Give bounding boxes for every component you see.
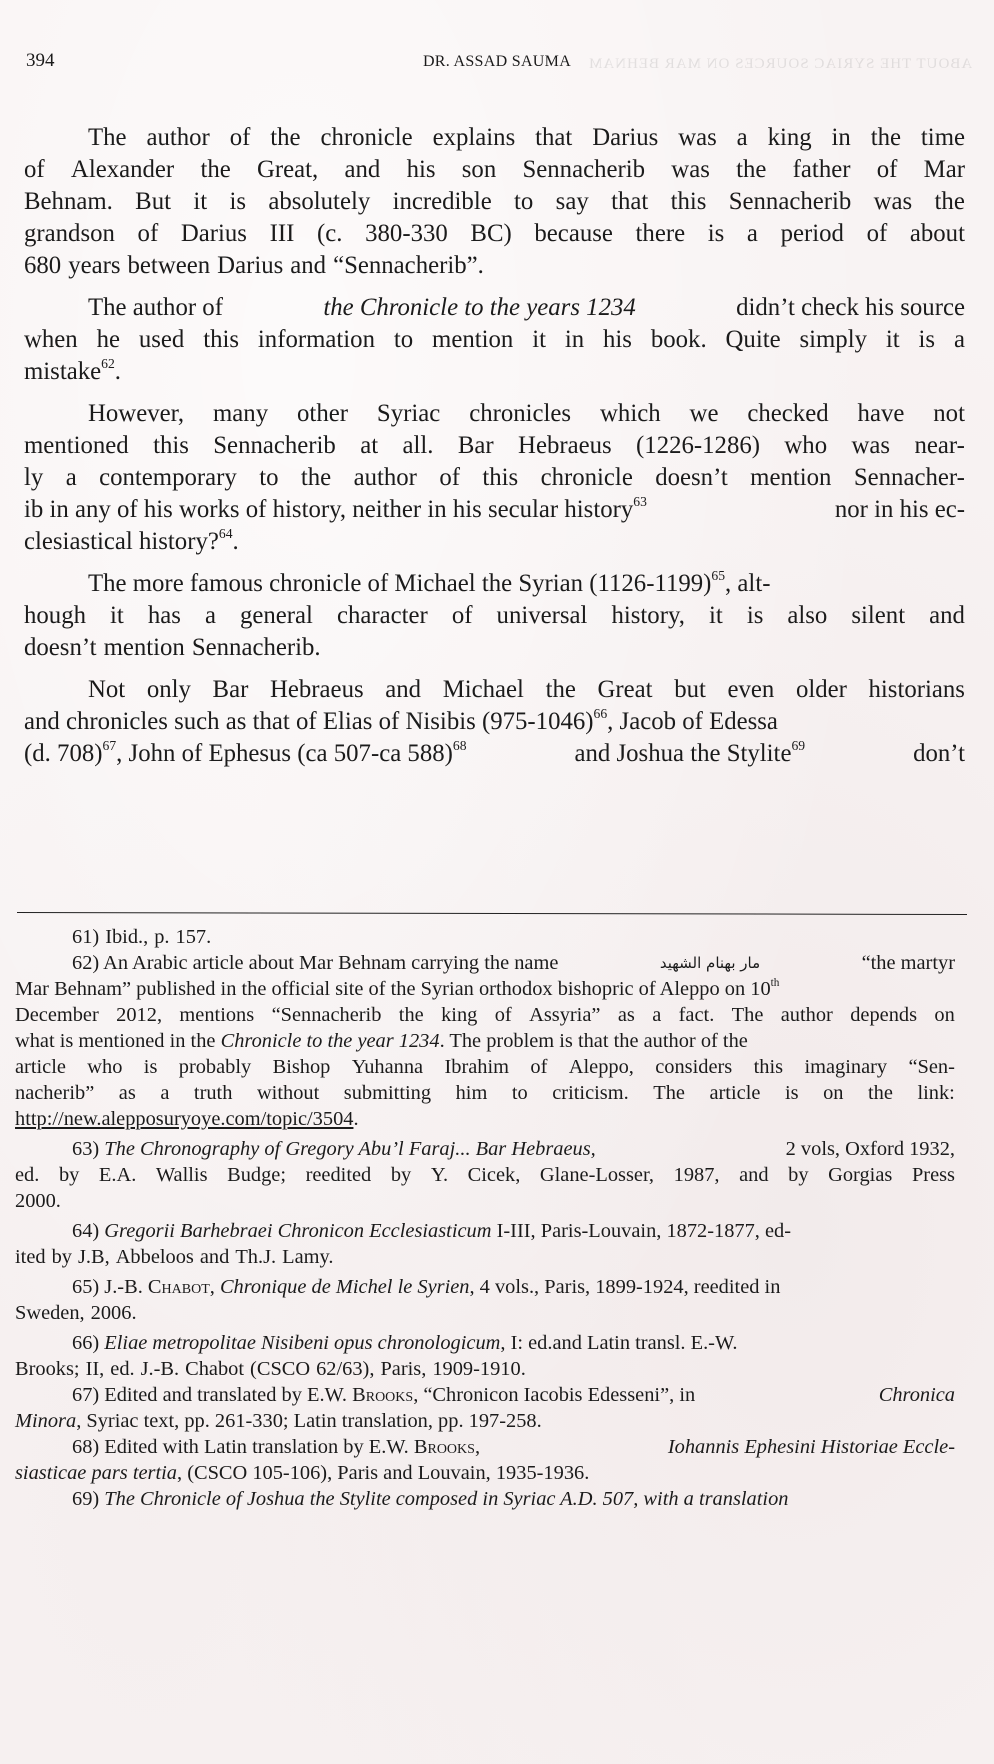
text-line: Not only Bar Hebraeus and Michael the Great but even older historians [88, 676, 965, 703]
footnote-65 [15, 1274, 955, 1326]
text-run: http://new.alepposuryoye.com/topic/3504. [15, 1108, 359, 1130]
text-run: didn’t check his source [736, 294, 965, 321]
text-run: 68) Edited with Latin translation by E.W. Brooks, [72, 1436, 481, 1458]
text-run: Iohannis Ephesini Historiae Eccle- [667, 1436, 955, 1458]
text-run: and Joshua the Stylite$^{69}$ [574, 737, 806, 767]
footnote-ref-69[interactable]: 69 [791, 737, 806, 753]
footnote-line [15, 1460, 955, 1486]
footnote-line [15, 1106, 955, 1132]
text-run: 64) Gregorii Barhebraei Chronicon Ecclesiasticum I-III, Paris-Louvain, 1872-1877, ed- [72, 1220, 792, 1242]
text-run: clesiastical history?$^{64}$. [24, 525, 239, 555]
article-link[interactable]: http://new.alepposuryoye.com/topic/3504 [15, 1108, 354, 1130]
text-run: 67) Edited and translated by E.W. Brooks, “Chronicon Iacobis Edesseni”, in [72, 1384, 696, 1406]
footnote-61 [15, 924, 955, 950]
text-run: The author of [88, 294, 223, 321]
text-line: 680 years between Darius and “Sennacherib”. [24, 252, 484, 279]
footnote-67 [15, 1382, 955, 1434]
footnote-line: December 2012, mentions “Sennacherib the king of Assyria” as a fact. The author depends on [15, 1004, 955, 1026]
text-run: and chronicles such as that of Elias of Nisibis $(975-1046)^{66}$, Jacob of Edessa [24, 705, 778, 735]
text-line: ly a contemporary to the author of this chronicle doesn’t mention Sennacher- [24, 464, 965, 491]
text-line [24, 568, 965, 600]
footnotes [15, 924, 955, 1512]
footnote-line: ited by J.B, Abbeloos and Th.J. Lamy. [15, 1246, 334, 1268]
footnote-line [15, 1408, 955, 1434]
text-run: 62) An Arabic article about Mar Behnam carrying the name [72, 952, 559, 974]
footnote-separator [17, 912, 967, 915]
page-number: 394 [26, 50, 55, 71]
footnote-line [15, 1028, 955, 1054]
text-line [24, 738, 965, 770]
text-line: The author of the chronicle explains that Darius was a king in the time [88, 124, 965, 151]
footnote-line [15, 1136, 955, 1162]
footnote-line [15, 1218, 955, 1244]
text-run: (d. 708)$^{67}$, John of Ephesus (ca 507-ca 588)$^{68}$ [24, 737, 467, 767]
footnote-ref-64[interactable]: 64 [218, 525, 233, 541]
text-line: hough it has a general character of universal history, it is also silent and [24, 602, 965, 629]
arabic-name: مار بهنام الشهيد [659, 954, 761, 972]
text-run: Mar Behnam” published in the official site of the Syrian orthodox bishopric of Aleppo on 10th [15, 976, 780, 1000]
text-run: 65) J.-B. Chabot, Chronique de Michel le Syrien, 4 vols., Paris, 1899-1924, reedited in [72, 1276, 781, 1298]
footnote-line [15, 1330, 955, 1356]
footnote-line [15, 1274, 955, 1300]
text-line: doesn’t mention Sennacherib. [24, 634, 321, 661]
text-run: what is mentioned in the Chronicle to the year 1234. The problem is that the author of the [15, 1030, 748, 1052]
footnote-line [15, 1486, 955, 1512]
footnote-ref-62[interactable]: 62 [101, 355, 115, 371]
footnote-66 [15, 1330, 955, 1382]
footnote-ref-63[interactable]: 63 [633, 493, 647, 509]
footnote-line [15, 1434, 955, 1460]
text-run: “the martyr [861, 952, 955, 974]
paragraph-4 [24, 568, 965, 664]
text-line [24, 356, 965, 388]
footnote-line: ed. by E.A. Wallis Budge; reedited by Y. Cicek, Glane-Losser, 1987, and by Gorgias Press [15, 1164, 955, 1186]
text-run: The more famous chronicle of Michael the Syrian (1126-1199)$^{65}$, alt- [88, 567, 771, 597]
footnote-line [15, 976, 955, 1002]
text-line: Behnam. But it is absolutely incredible to say that this Sennacherib was the [24, 188, 965, 215]
footnote-line: Sweden, 2006. [15, 1302, 137, 1324]
footnote-line: article who is probably Bishop Yuhanna Ibrahim of Aleppo, considers this imaginary “Sen- [15, 1056, 955, 1078]
text-run: 66) Eliae metropolitae Nisibeni opus chronologicum, I: ed.and Latin transl. E.-W. [72, 1332, 738, 1354]
text-run: siasticae pars tertia, (CSCO 105-106), Paris and Louvain, 1935-1936. [15, 1462, 590, 1484]
footnote-62 [15, 950, 955, 1132]
footnote-line: Brooks; II, ed. J.-B. Chabot (CSCO 62/63), Paris, 1909-1910. [15, 1358, 526, 1380]
text-line: mentioned this Sennacherib at all. Bar Hebraeus (1226-1286) who was near- [24, 432, 965, 459]
paragraph-1 [24, 122, 965, 282]
footnote-64 [15, 1218, 955, 1270]
footnote-line [15, 1382, 955, 1408]
text-run: mistake$^{62}$. [24, 355, 121, 385]
footnote-line: 2000. [15, 1190, 61, 1212]
text-run: 69) The Chronicle of Joshua the Stylite composed in Syriac A.D. 507, with a translation [72, 1488, 789, 1510]
text-run: 2 vols, Oxford 1932, [785, 1138, 955, 1160]
text-run: Minora, Syriac text, pp. 261-330; Latin translation, pp. 197-258. [15, 1410, 542, 1432]
text-line [24, 292, 965, 324]
text-line: of Alexander the Great, and his son Sennacherib was the father of Mar [24, 156, 965, 183]
text-run: 63) The Chronography of Gregory Abu’l Faraj... Bar Hebraeus, [72, 1138, 596, 1160]
footnote-line [15, 950, 955, 976]
text-line: grandson of Darius III (c. 380-330 BC) because there is a period of about [24, 220, 965, 247]
paragraph-2 [24, 292, 965, 388]
running-head: DR. ASSAD SAUMA [422, 53, 572, 70]
text-line [24, 526, 965, 558]
footnote-68 [15, 1434, 955, 1486]
footnote-63 [15, 1136, 955, 1214]
footnote-69 [15, 1486, 955, 1512]
text-run: Chronica [878, 1384, 955, 1406]
footnote-ref-68[interactable]: 68 [452, 737, 467, 753]
text-run: ib in any of his works of history, neither in his secular history$^{63}$ [24, 493, 647, 523]
text-line: when he used this information to mention it in his book. Quite simply it is a [24, 326, 965, 353]
page-header [0, 50, 994, 80]
footnote-ref-66[interactable]: 66 [593, 705, 608, 721]
text-run: nor in his ec- [834, 496, 965, 523]
footnote-line: 61) Ibid., p. 157. [72, 926, 212, 948]
footnote-ref-65[interactable]: 65 [711, 567, 726, 583]
text-line [24, 706, 965, 738]
text-run: don’t [913, 740, 965, 767]
text-line [24, 494, 965, 526]
book-title: the Chronicle to the years 1234 [323, 294, 636, 321]
main-text [24, 122, 965, 770]
footnote-line: nacherib” as a truth without submitting him to criticism. The article is on the link: [15, 1082, 955, 1104]
paragraph-5 [24, 674, 965, 770]
paragraph-3 [24, 398, 965, 558]
footnote-ref-67[interactable]: 67 [102, 737, 117, 753]
text-line: However, many other Syriac chronicles which we checked have not [88, 400, 965, 427]
bleed-through-text: ABOUT THE SYRIAC SOURCES ON MAR BEHNAM [587, 56, 972, 72]
